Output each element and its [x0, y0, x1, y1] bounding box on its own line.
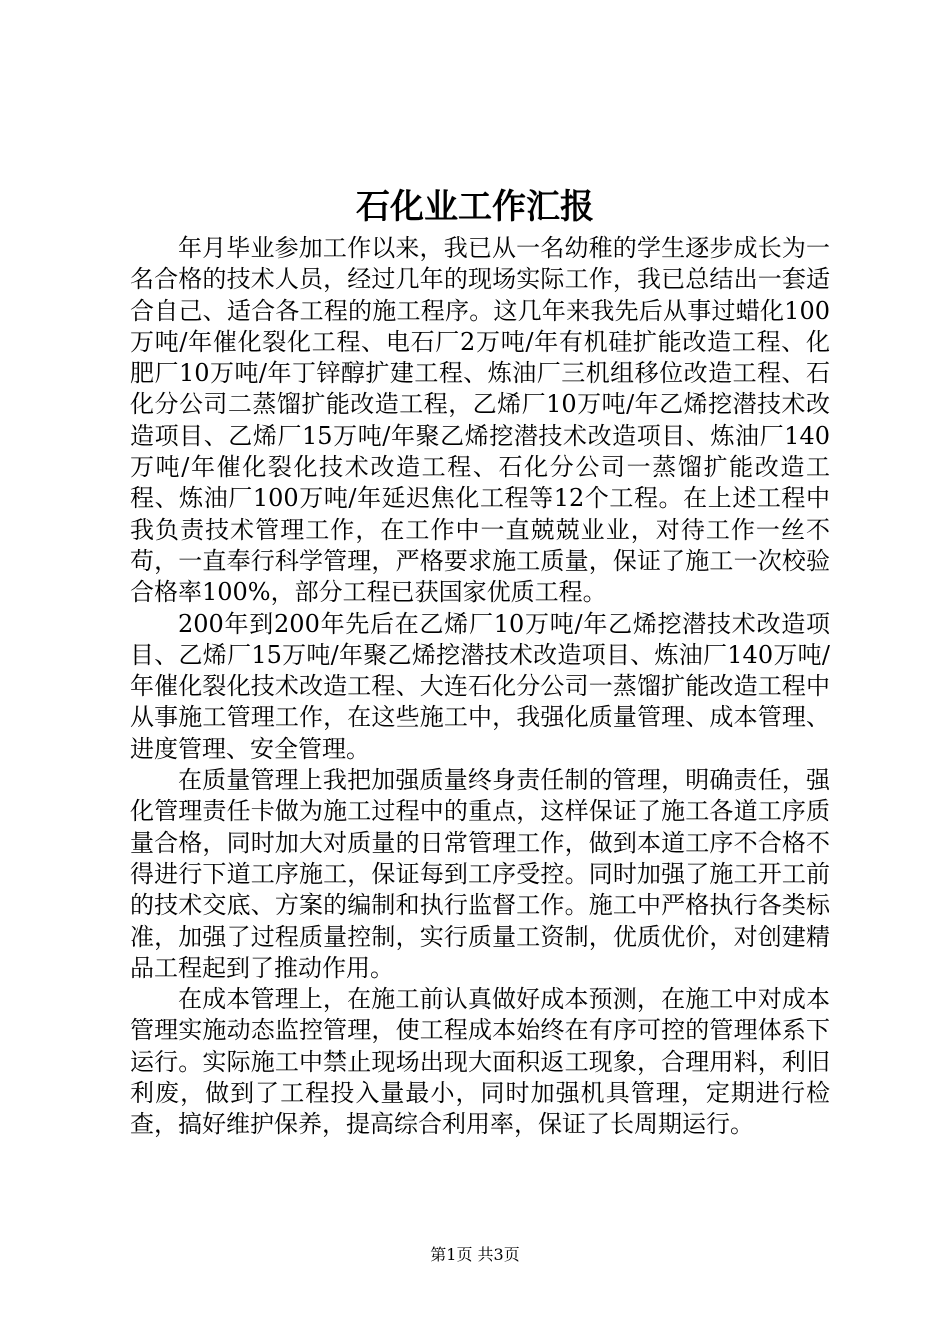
paragraph-4: 在成本管理上，在施工前认真做好成本预测，在施工中对成本管理实施动态监控管理，使工程成本始终在有序可控的管理体系下运行。实际施工中禁止现场出现大面积返工现象，合理用料，利旧利废，做到了工程投入量最小，同时加强机具管理，定期进行检查，搞好维护保养，提高综合利用率，保证了长周期运行。 [130, 985, 830, 1139]
document-body [130, 233, 830, 1141]
paragraph-1: 年月毕业参加工作以来，我已从一名幼稚的学生逐步成长为一名合格的技术人员，经过几年的现场实际工作，我已总结出一套适合自己、适合各工程的施工程序。这几年来我先后从事过蜡化100万吨/年催化裂化工程、电石厂2万吨/年有机硅扩能改造工程、化肥厂10万吨/年丁锌醇扩建工程、炼油厂三机组移位改造工程、石化分公司二蒸馏扩能改造工程，乙烯厂10万吨/年乙烯挖潜技术改造项目、乙烯厂15万吨/年聚乙烯挖潜技术改造项目、炼油厂140万吨/年催化裂化技术改造工程、石化分公司一蒸馏扩能改造工程、炼油厂100万吨/年延迟焦化工程等12个工程。在上述工程中我负责技术管理工作，在工作中一直兢兢业业，对待工作一丝不苟，一直奉行科学管理，严格要求施工质量，保证了施工一次校验合格率100%，部分工程已获国家优质工程。 [130, 234, 830, 607]
paragraph-2: 200年到200年先后在乙烯厂10万吨/年乙烯挖潜技术改造项目、乙烯厂15万吨/年聚乙烯挖潜技术改造项目、炼油厂140万吨/年催化裂化技术改造工程、大连石化分公司一蒸馏扩能改造工程中从事施工管理工作，在这些施工中，我强化质量管理、成本管理、进度管理、安全管理。 [130, 609, 830, 763]
document-title: 石化业工作汇报 [356, 187, 594, 227]
page-footer: 第1页 共3页 [430, 1245, 520, 1264]
paragraph-3: 在质量管理上我把加强质量终身责任制的管理，明确责任，强化管理责任卡做为施工过程中的重点，这样保证了施工各道工序质量合格，同时加大对质量的日常管理工作，做到本道工序不合格不得进行下道工序施工，保证每到工序受控。同时加强了施工开工前的技术交底、方案的编制和执行监督工作。施工中严格执行各类标准，加强了过程质量控制，实行质量工资制，优质优价，对创建精品工程起到了推动作用。 [130, 766, 830, 982]
